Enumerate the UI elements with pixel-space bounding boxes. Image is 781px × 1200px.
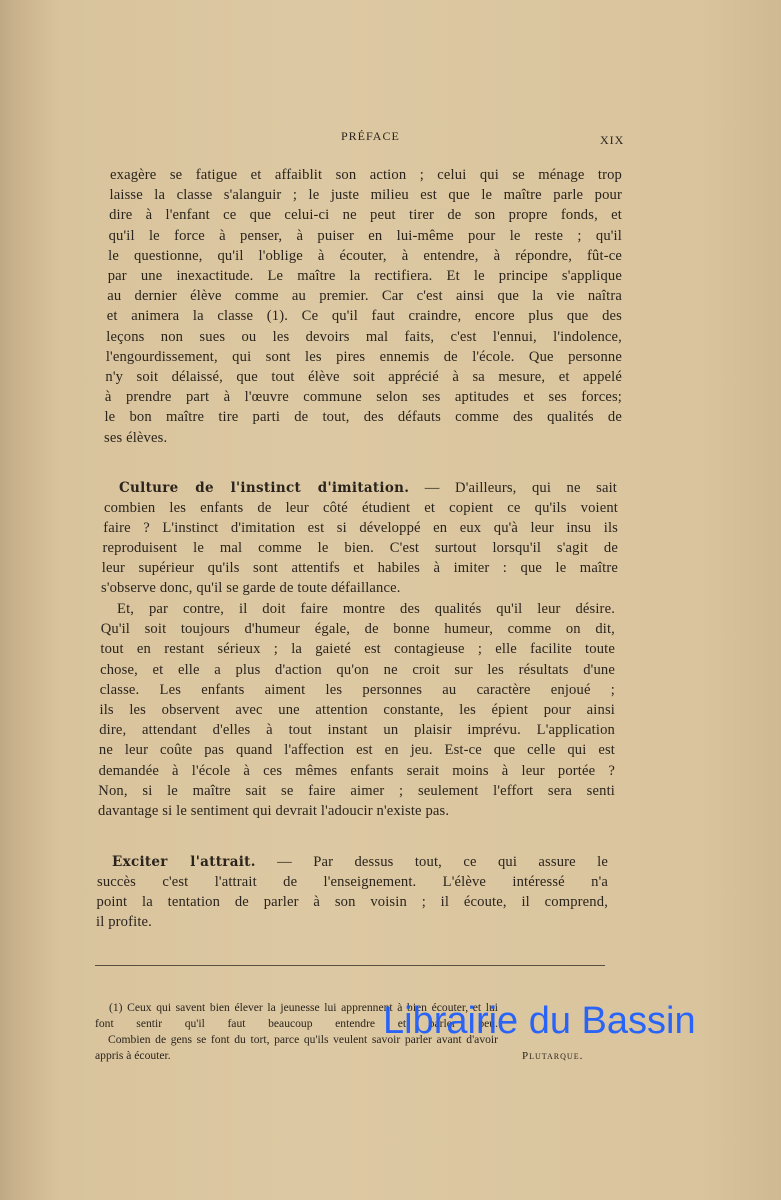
text-line: par une inexactitude. Le maître la rectifiera. Et le principe s'applique xyxy=(107,268,622,284)
text-line: laisse la classe s'alanguir ; le juste milieu est que le maître parle pour xyxy=(109,187,622,204)
text-line: (1) Ceux qui savent bien élever la jeunesse lui apprennent à bien écouter, et lui xyxy=(109,1001,498,1014)
text-line: succès c'est l'attrait de l'enseignement. L'élève intéressé n'a xyxy=(97,874,608,890)
text-line: font sentir qu'il faut beaucoup entendre et parler peu. xyxy=(95,1017,498,1030)
text-line: demandée à l'école à ces mêmes enfants serait moins à leur portée ? xyxy=(98,762,615,779)
text-line: ses élèves. xyxy=(104,429,168,446)
text-line: à prendre part à l'œuvre commune selon ses aptitudes et ses forces; xyxy=(104,389,622,406)
watermark-logo: Librairie du Bassin xyxy=(383,1000,696,1042)
text-line: qu'il le force à penser, à puiser en lui-même pour le reste ; qu'il xyxy=(108,227,622,244)
text-line: leur supérieur qu'ils sont attentifs et habiles à imiter : que le maître xyxy=(101,560,618,576)
text-line: leçons non sues ou les devoirs mal faits, c'est l'ennui, l'indolence, xyxy=(106,328,622,345)
text-line: davantage si le sentiment qui devrait l'adoucir n'existe pas. xyxy=(98,803,450,819)
running-title: PRÉFACE xyxy=(341,129,400,143)
text-line: tout en restant sérieux ; la gaieté est contagieuse ; elle facilite toute xyxy=(100,641,615,658)
culture-heading: Culture de l'instinct d'imitation. xyxy=(119,480,410,496)
culture-first-line: Culture de l'instinct d'imitation. — D'ailleurs, qui ne sait xyxy=(119,480,617,496)
text-line: faire ? L'instinct d'imitation est si développé en eux qu'à leur insu ils xyxy=(103,520,618,536)
text-line: Et, par contre, il doit faire montre des qualités qu'il leur désire. xyxy=(117,601,615,617)
text-line: ils les observent avec une attention constante, les épient pour ainsi xyxy=(99,702,615,718)
text-line: classe. Les enfants aiment les personnes au caractère enjoué ; xyxy=(99,681,615,698)
text-line: Qu'il soit toujours d'humeur égale, de bonne humeur, comme on dit, xyxy=(100,621,615,638)
text-line: n'y soit délaissé, que tout élève soit apprécié à sa mesure, et appelé xyxy=(105,369,622,385)
text-line: combien les enfants de leur côté étudient et copient ce qu'ils voient xyxy=(104,500,618,516)
footnote-divider xyxy=(95,965,605,966)
text-line: le questionne, qu'il l'oblige à écouter, à entendre, à répondre, fût-ce xyxy=(108,247,622,264)
footnote-attribution: Plutarque. xyxy=(522,1050,584,1062)
text-line: s'observe donc, qu'il se garde de toute défaillance. xyxy=(101,580,401,596)
text-line: ne leur coûte pas quand l'affection est en jeu. Est-ce que celle qui est xyxy=(98,742,615,759)
text-line: chose, et elle a plus d'action qu'on ne croit sur les résultats d'une xyxy=(100,661,615,678)
text-line: exagère se fatigue et affaiblit son action ; celui qui se ménage trop xyxy=(110,167,622,183)
text-line: Non, si le maître sait se faire aimer ; seulement l'effort sera senti xyxy=(98,782,615,799)
text-line: point la tentation de parler à son voisin ; il écoute, il comprend, xyxy=(96,894,608,910)
text-line: au dernier élève comme au premier. Car c'est ainsi que la vie naîtra xyxy=(107,288,622,305)
text-line: reproduisent le mal comme le bien. C'est surtout lorsqu'il s'agit de xyxy=(102,540,618,556)
attrait-first-line: Exciter l'attrait. — Par dessus tout, ce qui assure le xyxy=(112,854,608,870)
page-number: XIX xyxy=(600,133,625,147)
text-line: le bon maître tire parti de tout, des défauts comme des qualités de xyxy=(104,409,622,426)
attrait-heading: Exciter l'attrait. xyxy=(112,854,256,870)
text-line: il profite. xyxy=(96,914,152,930)
text-line: Combien de gens se font du tort, parce qu'ils veulent savoir parler avant d'avoir xyxy=(108,1033,498,1046)
text-line: l'engourdissement, qui sont les pires ennemis de l'école. Que personne xyxy=(105,348,622,365)
text-line: et animera la classe (1). Ce qu'il faut craindre, encore plus que des xyxy=(106,308,622,325)
text-line: dire, attendant d'elles à tout instant un plaisir imprévu. L'application xyxy=(99,722,615,739)
text-line: dire à l'enfant ce que celui-ci ne peut tirer de son propre fonds, et xyxy=(109,207,622,224)
text-line: appris à écouter. xyxy=(95,1049,171,1062)
